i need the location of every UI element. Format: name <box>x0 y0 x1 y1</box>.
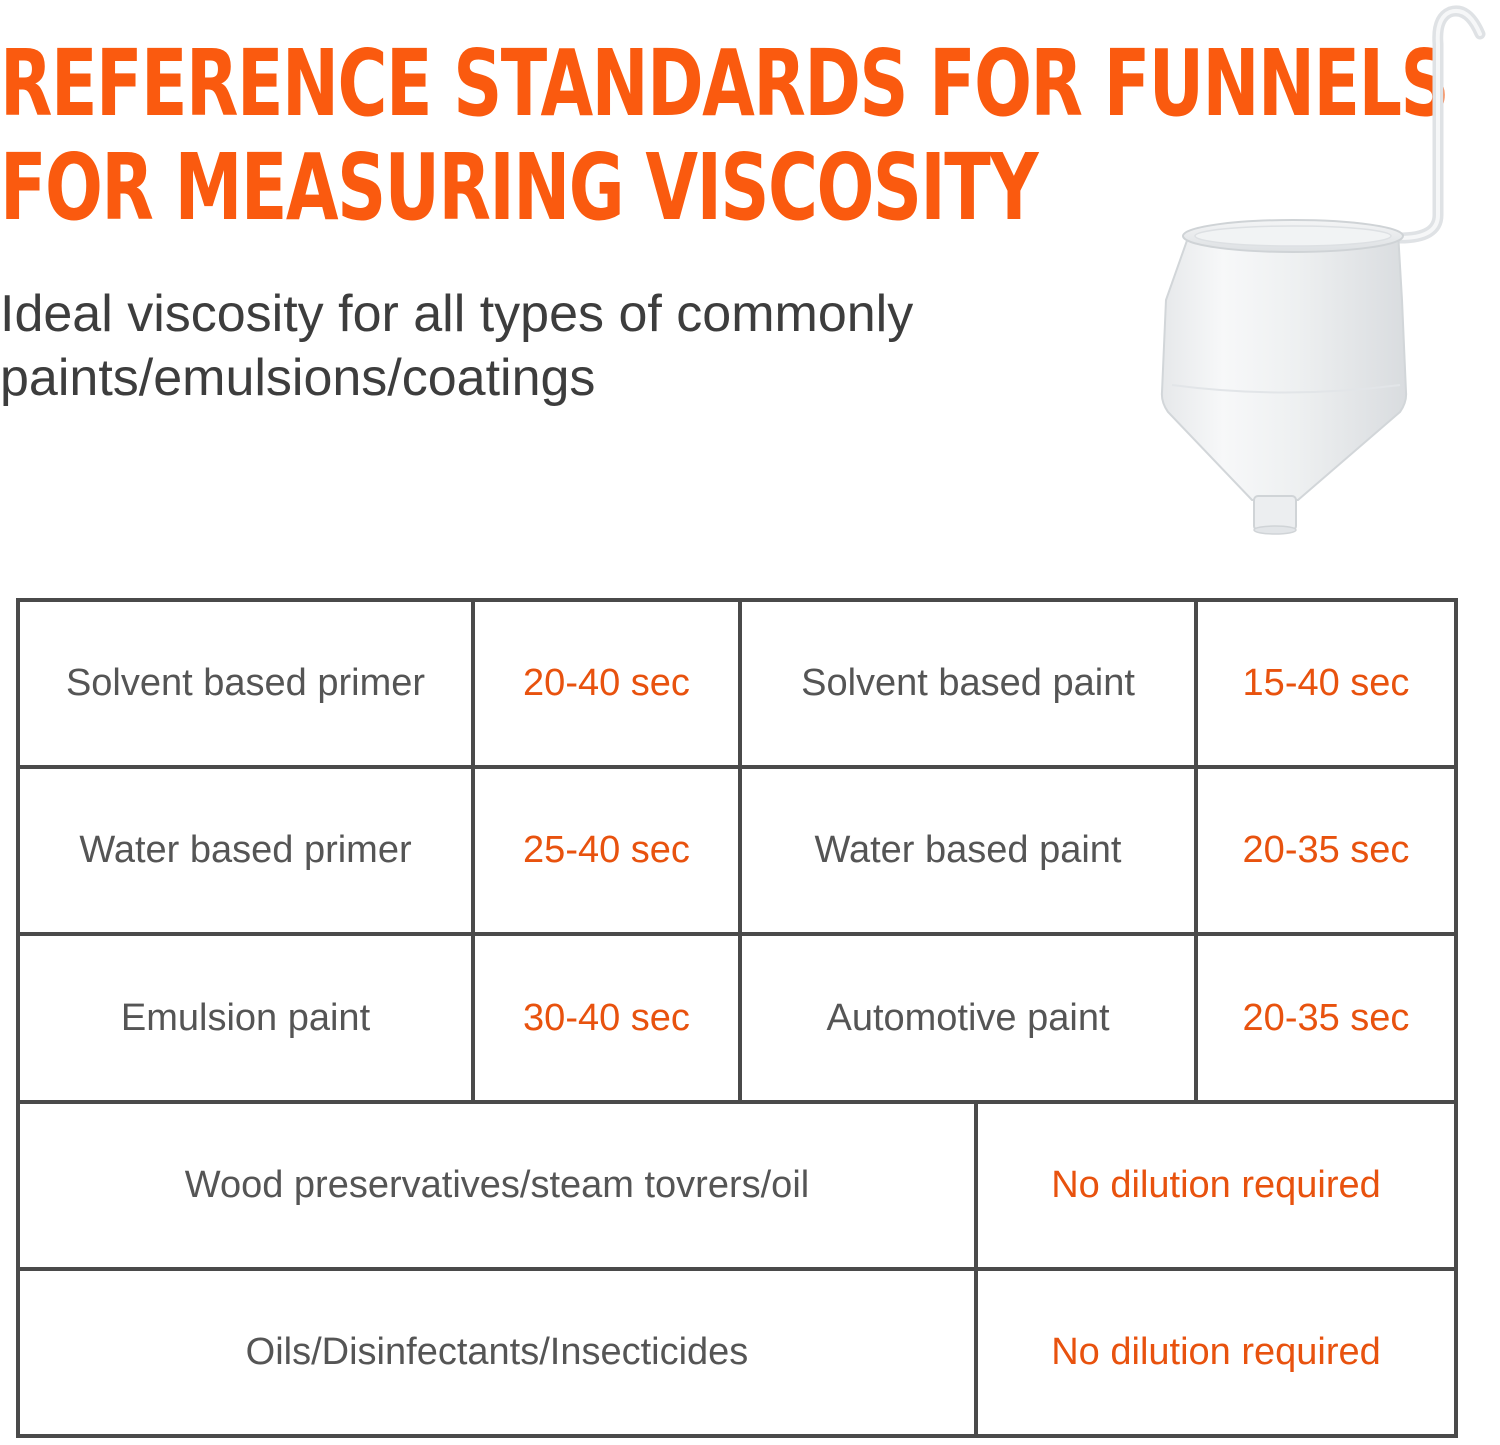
subtitle <box>0 282 1080 410</box>
table-row <box>20 1271 1454 1434</box>
paint-type-cell: Solvent based primer <box>20 602 471 765</box>
title-line-2: FOR MEASURING VISCOSITY <box>0 134 1038 241</box>
viscosity-time-cell: 20-35 sec <box>1198 769 1454 932</box>
product-type-cell: Wood preservatives/steam tovrers/oil <box>20 1104 974 1267</box>
viscosity-time-cell: 20-40 sec <box>475 602 738 765</box>
paint-type-cell: Solvent based paint <box>742 602 1194 765</box>
viscosity-time-cell: 30-40 sec <box>475 936 738 1099</box>
viscosity-time-cell: 20-35 sec <box>1198 936 1454 1099</box>
viscosity-time-cell: 15-40 sec <box>1198 602 1454 765</box>
title-line-1: REFERENCE STANDARDS FOR FUNNELS <box>0 30 1449 137</box>
table-row <box>20 936 1454 1099</box>
viscosity-funnel-cup-icon <box>1150 0 1500 540</box>
paint-type-cell: Water based paint <box>742 769 1194 932</box>
paint-type-cell: Emulsion paint <box>20 936 471 1099</box>
subtitle-line-1: Ideal viscosity for all types of commonly <box>0 285 914 343</box>
table-row <box>20 769 1454 932</box>
paint-type-cell: Water based primer <box>20 769 471 932</box>
dilution-note-cell: No dilution required <box>978 1271 1454 1434</box>
dilution-note-cell: No dilution required <box>978 1104 1454 1267</box>
table-row <box>20 602 1454 765</box>
viscosity-standards-table <box>16 598 1458 1438</box>
subtitle-line-2: paints/emulsions/coatings <box>0 349 596 407</box>
viscosity-time-cell: 25-40 sec <box>475 769 738 932</box>
table-row <box>20 1104 1454 1267</box>
paint-type-cell: Automotive paint <box>742 936 1194 1099</box>
product-type-cell: Oils/Disinfectants/Insecticides <box>20 1271 974 1434</box>
